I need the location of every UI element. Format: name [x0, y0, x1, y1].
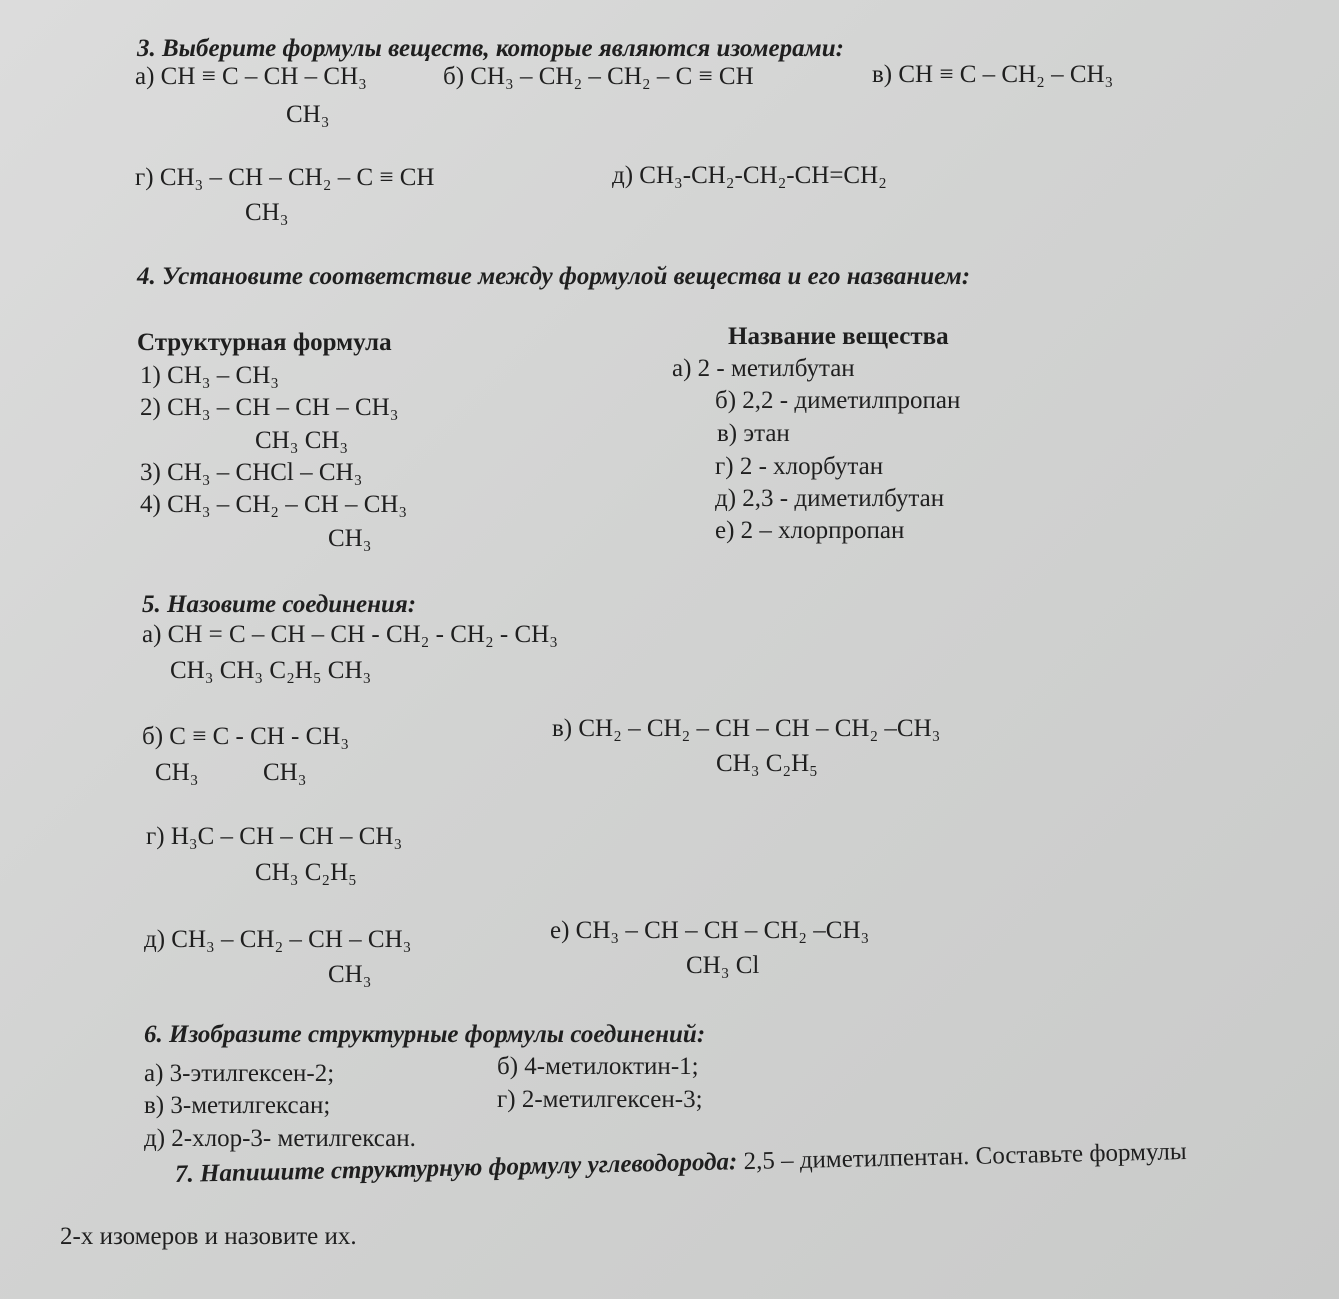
q3-title: 3. Выберите формулы веществ, которые являются изомерами: — [137, 35, 845, 62]
q3-option-a: а) CH ≡ C – CH – CH₃ — [135, 63, 367, 90]
q3-option-g: г) CH₃ – CH – CH₂ – C ≡ CH — [135, 164, 435, 191]
q6-item-b: б) 4-метилоктин-1; — [497, 1053, 699, 1080]
q4-title: 4. Установите соответствие между формулой вещества и его названием: — [137, 263, 971, 290]
q5-compound-g: г) H₃C – CH – CH – CH₃ — [146, 823, 403, 850]
q5-compound-v: в) CH₂ – CH₂ – CH – CH – CH₂ –CH₃ — [552, 715, 941, 742]
q3-option-g-branch: CH₃ — [245, 199, 289, 226]
q6-item-v: в) 3-метилгексан; — [144, 1092, 331, 1119]
q4-column-formula: Структурная формула — [137, 329, 392, 356]
q4-formula-4-branch: CH₃ — [328, 525, 372, 552]
q4-formula-1: 1) CH₃ – CH₃ — [140, 362, 279, 389]
q5-compound-d: д) CH₃ – CH₂ – CH – CH₃ — [144, 926, 412, 953]
q6-item-a: а) 3-этилгексен-2; — [144, 1060, 335, 1087]
q4-name-v: в) этан — [717, 420, 790, 447]
q3-option-d: д) CH₃-CH₂-CH₂-CH=CH₂ — [612, 162, 887, 189]
q5-compound-g-branches: CH₃ C₂H₅ — [255, 859, 357, 886]
q6-item-d: д) 2-хлор-3- метилгексан. — [144, 1125, 416, 1152]
q5-compound-a: а) CH = C – CH – CH - CH₂ - CH₂ - CH₃ — [142, 621, 558, 648]
q6-item-g: г) 2-метилгексен-3; — [497, 1086, 703, 1113]
q4-column-name: Название вещества — [728, 323, 949, 350]
q4-formula-3: 3) CH₃ – CHCl – CH₃ — [140, 459, 363, 486]
q4-name-b: б) 2,2 - диметилпропан — [715, 387, 961, 414]
q7-line-2: 2-х изомеров и назовите их. — [60, 1223, 357, 1250]
q3-option-a-branch: CH₃ — [286, 101, 330, 128]
q4-name-a: а) 2 - метилбутан — [672, 355, 855, 382]
q4-name-e: е) 2 – хлорпропан — [715, 517, 905, 544]
q7-title: 7. Напишите структурную формулу углеводорода: — [174, 1148, 738, 1188]
q5-compound-b-branch-2: CH₃ — [263, 759, 307, 786]
q7-task-text: 2,5 – диметилпентан. Составьте формулы — [743, 1138, 1187, 1176]
q5-compound-v-branches: CH₃ C₂H₅ — [716, 750, 818, 777]
q3-option-b: б) CH₃ – CH₂ – CH₂ – C ≡ CH — [443, 63, 754, 90]
q5-title: 5. Назовите соединения: — [142, 591, 417, 618]
q5-compound-a-branches: CH₃ CH₃ C₂H₅ CH₃ — [170, 657, 372, 684]
q4-name-g: г) 2 - хлорбутан — [715, 453, 884, 480]
q5-compound-e: е) CH₃ – CH – CH – CH₂ –CH₃ — [550, 917, 870, 944]
q3-option-v: в) CH ≡ C – CH₂ – CH₃ — [872, 61, 1114, 88]
q4-formula-2-branch: CH₃ CH₃ — [255, 427, 349, 454]
q4-name-d: д) 2,3 - диметилбутан — [715, 485, 945, 512]
q5-compound-d-branch: CH₃ — [328, 961, 372, 988]
q6-title: 6. Изобразите структурные формулы соединений: — [144, 1021, 706, 1048]
q5-compound-e-branches: CH₃ Cl — [686, 952, 760, 979]
q4-formula-4: 4) CH₃ – CH₂ – CH – CH₃ — [140, 491, 408, 518]
q4-formula-2: 2) CH₃ – CH – CH – CH₃ — [140, 394, 399, 421]
q5-compound-b: б) C ≡ C - CH - CH₃ — [142, 723, 350, 750]
q5-compound-b-branch-1: CH₃ — [155, 759, 199, 786]
